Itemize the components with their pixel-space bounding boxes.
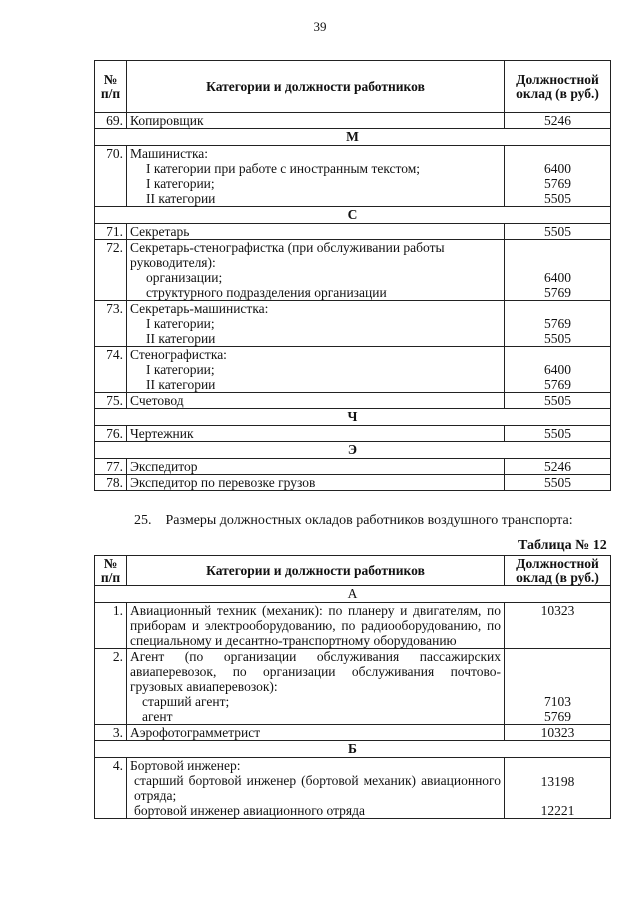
row-num: 75. — [95, 393, 127, 409]
salary-value: 5505 — [544, 393, 571, 408]
row-subitem: старший агент; — [142, 694, 230, 709]
salary-value: 13198 — [540, 774, 575, 789]
row-subitem: агент — [142, 709, 173, 724]
letter-heading: Э — [95, 442, 611, 459]
row-title: Копировщик — [130, 113, 204, 128]
section-number: 25. — [134, 513, 152, 528]
table-row — [95, 113, 611, 129]
table-row — [95, 459, 611, 475]
table-row — [95, 603, 611, 649]
salary-value: 5505 — [544, 475, 571, 490]
table-row — [95, 347, 611, 393]
row-subitem: I категории; — [146, 316, 215, 331]
table-row — [95, 393, 611, 409]
row-num: 69. — [95, 113, 127, 129]
letter-row — [95, 442, 611, 459]
row-title: Секретарь-стенографистка (при обслуживании работы руководителя): — [130, 240, 445, 270]
row-num: 73. — [95, 301, 127, 347]
row-subitem: II категории — [146, 331, 216, 346]
letter-row — [95, 741, 611, 758]
table-row — [95, 725, 611, 741]
salary-value: 7103 — [544, 694, 571, 709]
salary-value: 10323 — [540, 603, 575, 618]
salary-value: 5769 — [544, 285, 571, 300]
row-num: 1. — [95, 603, 127, 649]
row-num: 3. — [95, 725, 127, 741]
salary-value: 5505 — [544, 331, 571, 346]
letter-row — [95, 129, 611, 146]
row-title: Аэрофотограмметрист — [127, 725, 505, 741]
table-row — [95, 301, 611, 347]
row-num: 77. — [95, 459, 127, 475]
salary-value: 10323 — [540, 725, 575, 740]
row-subitem: старший бортовой инженер (бортовой механик) авиационного отряда; — [134, 773, 501, 803]
salary-value: 5769 — [544, 377, 571, 392]
salary-value: 5769 — [544, 316, 571, 331]
row-title: Авиационный техник (механик): по планеру и двигателям, по приборам и электрооборудованию, по радиооборудованию, по специальному и десантно-транспортному оборудованию — [127, 603, 505, 649]
letter-row — [95, 586, 611, 603]
row-title: Чертежник — [130, 426, 194, 441]
row-num: 74. — [95, 347, 127, 393]
letter-heading: Ч — [95, 409, 611, 426]
row-subitem: II категории — [146, 191, 216, 206]
row-num: 4. — [95, 758, 127, 819]
salary-value: 5769 — [544, 709, 571, 724]
row-num: 71. — [95, 224, 127, 240]
salary-value: 6400 — [544, 161, 571, 176]
row-num: 76. — [95, 426, 127, 442]
salary-value: 6400 — [544, 270, 571, 285]
section-text: Размеры должностных окладов работников воздушного транспорта: — [165, 513, 573, 528]
row-title: Секретарь — [130, 224, 190, 239]
letter-heading: С — [95, 207, 611, 224]
table-row — [95, 224, 611, 240]
letter-row — [95, 409, 611, 426]
row-title: Секретарь-машинистка: — [130, 301, 269, 316]
header-salary: Должностной оклад (в руб.) — [505, 61, 611, 113]
row-num: 70. — [95, 146, 127, 207]
row-subitem: I категории при работе с иностранным текстом; — [146, 161, 421, 176]
row-subitem: структурного подразделения организации — [146, 285, 387, 300]
letter-row — [95, 207, 611, 224]
header-num: № п/п — [95, 61, 127, 113]
salary-value: 5246 — [544, 459, 571, 474]
salary-value: 5246 — [544, 113, 571, 128]
row-subitem: I категории; — [146, 176, 215, 191]
row-title: Экспедитор по перевозке грузов — [130, 475, 316, 490]
header-salary: Должностной оклад (в руб.) — [505, 556, 611, 586]
table-row — [95, 426, 611, 442]
table-row — [95, 240, 611, 301]
table-row — [95, 146, 611, 207]
row-subitem: бортовой инженер авиационного отряда — [134, 803, 365, 818]
table-row — [95, 758, 611, 819]
table-row — [95, 649, 611, 725]
row-title: Машинистка: — [130, 146, 209, 161]
salary-table-2 — [94, 555, 611, 819]
page-number: 39 — [313, 19, 327, 34]
row-title: Бортовой инженер: — [130, 758, 241, 773]
table-label: Таблица № 12 — [518, 538, 607, 553]
table-row — [95, 475, 611, 491]
letter-heading: Б — [95, 741, 611, 758]
header-category: Категории и должности работников — [127, 61, 505, 113]
header-category: Категории и должности работников — [127, 556, 505, 586]
row-num: 72. — [95, 240, 127, 301]
letter-heading: М — [95, 129, 611, 146]
salary-value: 5505 — [544, 426, 571, 441]
salary-value: 6400 — [544, 362, 571, 377]
row-title: Стенографистка: — [130, 347, 227, 362]
row-num: 78. — [95, 475, 127, 491]
salary-value: 5505 — [544, 191, 571, 206]
salary-value: 5505 — [544, 224, 571, 239]
row-subitem: организации; — [146, 270, 223, 285]
row-title: Экспедитор — [130, 459, 198, 474]
section-heading — [134, 513, 573, 528]
row-subitem: I категории; — [146, 362, 215, 377]
row-subitem: II категории — [146, 377, 216, 392]
salary-value: 5769 — [544, 176, 571, 191]
letter-heading: А — [95, 586, 611, 603]
salary-table-1 — [94, 60, 611, 491]
header-num: № п/п — [95, 556, 127, 586]
row-title: Счетовод — [130, 393, 184, 408]
salary-value: 12221 — [540, 803, 575, 818]
row-num: 2. — [95, 649, 127, 725]
row-title: Агент (по организации обслуживания пассажирских авиаперевозок, по организации обслуживания почтово-грузовых авиаперевозок): — [130, 649, 501, 694]
